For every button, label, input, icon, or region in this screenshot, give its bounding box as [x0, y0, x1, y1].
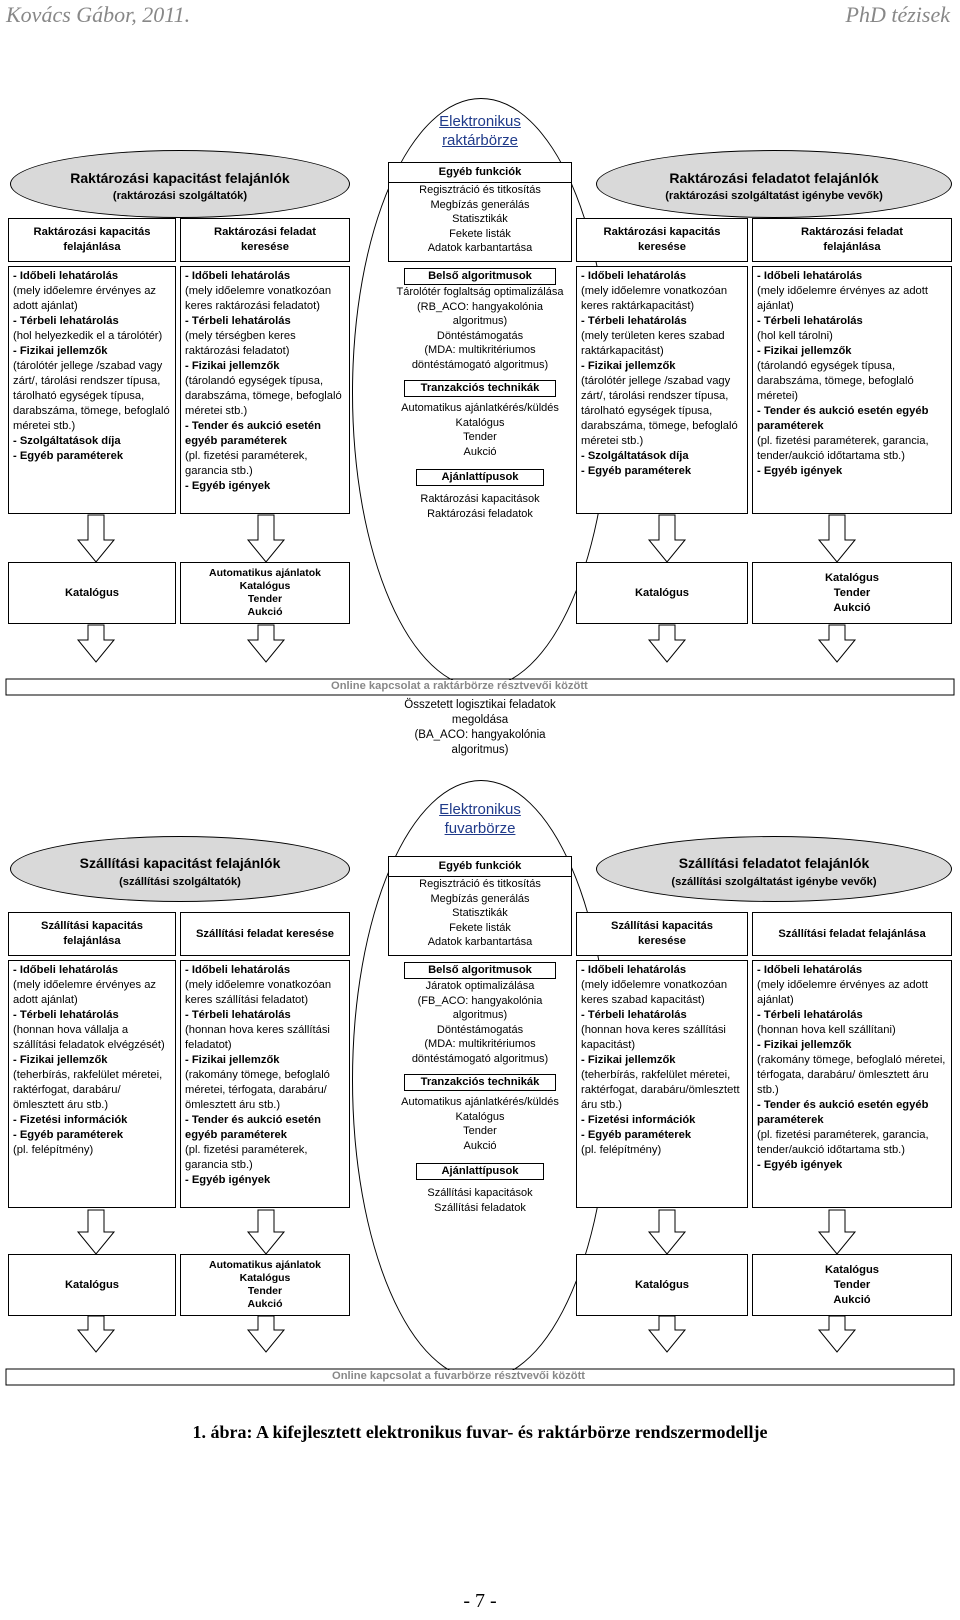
raktar-col3-list [581, 269, 743, 479]
fuvar-col3-list [581, 963, 743, 1158]
fuvar-col3-header: Szállítási kapacitás keresése [576, 912, 748, 956]
raktar-bottom-1: Katalógus [8, 562, 176, 624]
criteria-detail: (pl. fizetési paraméterek, garancia stb.) [185, 450, 308, 477]
raktar-ajanl-items: Raktározási kapacitások Raktározási feladatok [420, 493, 540, 520]
criteria-heading: - Szolgáltatások díja [13, 435, 121, 447]
criteria-heading: - Térbeli lehatárolás [757, 315, 863, 327]
criteria-heading: - Egyéb paraméterek [581, 1129, 692, 1141]
criteria-heading: - Tender és aukció esetén egyéb paraméterek [185, 420, 321, 447]
fuvar-col2-list [185, 963, 345, 1188]
criteria-detail: (tárolótér jellege /szabad vagy zárt/, tárolási rendszer típusa, tárolható egységek típusa, darabszáma, tömege, befoglaló méretei stb.) [13, 360, 170, 432]
criteria-detail: (mely időelemre vonatkozóan keres szabad kapacitást) [581, 979, 728, 1006]
criteria-heading: - Fizikai jellemzők [13, 1054, 108, 1066]
criteria-heading: - Fizikai jellemzők [757, 1039, 852, 1051]
arrow-raktar-b3 [649, 625, 685, 662]
criteria-detail: (hol kell tárolni) [757, 330, 833, 342]
criteria-detail: (pl. felépítmény) [13, 1144, 94, 1156]
fuvar-right-group-subtitle: (szállítási szolgáltatást igénybe vevők) [671, 876, 877, 888]
raktar-belso-items: Tárolótér foglaltság optimalizálása (RB_ACO: hangyakolónia algoritmus) Döntéstámogatás (MDA: multikritériumos döntéstámogató algoritmus) [396, 286, 564, 371]
header-doc-type: PhD tézisek [845, 2, 950, 27]
fuvar-ajanl-items: Szállítási kapacitások Szállítási feladatok [427, 1187, 533, 1214]
criteria-detail: (honnan hova vállalja a szállítási feladatok elvégzését) [13, 1024, 165, 1051]
fuvar-col3-box [576, 960, 748, 1208]
arrow-raktar-col2 [248, 515, 284, 562]
raktar-egyeb-title: Egyéb funkciók [389, 163, 571, 183]
criteria-detail: (mely területen keres szabad raktárkapacitást) [581, 330, 725, 357]
criteria-detail: (mely időelemre vonatkozóan keres raktárkapacitást) [581, 285, 728, 312]
fuvar-col2-box [180, 960, 350, 1208]
criteria-heading: - Időbeli lehatárolás [13, 964, 119, 976]
fuvar-bottom-1: Katalógus [8, 1254, 176, 1316]
criteria-detail: (tárolandó egységek típusa, darabszáma, tömege, befoglaló méretei) [757, 360, 914, 402]
fuvar-col1-list [13, 963, 171, 1158]
criteria-heading: - Időbeli lehatárolás [757, 964, 863, 976]
raktar-col1-list [13, 269, 171, 464]
arrow-fuvar-col3 [649, 1210, 685, 1254]
fuvar-egyeb-box [388, 856, 572, 956]
criteria-heading: - Időbeli lehatárolás [581, 964, 687, 976]
criteria-detail: (pl. fizetési paraméterek, garancia, tender/aukció időtartama stb.) [757, 435, 929, 462]
criteria-heading: - Fizikai jellemzők [185, 360, 280, 372]
raktar-col4-header: Raktározási feladat felajánlása [752, 218, 952, 262]
figure-caption: 1. ábra: A kifejlesztett elektronikus fuvar- és raktárbörze rendszermodellje [192, 1422, 768, 1442]
raktar-col2-header: Raktározási feladat keresése [180, 218, 350, 262]
raktar-ajanl-title: Ajánlattípusok [416, 469, 544, 486]
fuvar-right-group-title: Szállítási feladatot felajánlók [678, 855, 870, 871]
raktar-left-group-title: Raktározási kapacitást felajánlók [70, 170, 290, 186]
fuvar-hub-title: Elektronikus fuvarbörze [439, 801, 521, 837]
criteria-detail: (hol helyezkedik el a tárolótér) [13, 330, 163, 342]
fuvar-col4-header: Szállítási feladat felajánlása [752, 912, 952, 956]
criteria-heading: - Időbeli lehatárolás [757, 270, 863, 282]
raktar-right-group-subtitle: (raktározási szolgáltatást igénybe vevők) [665, 190, 883, 202]
arrow-raktar-b4 [819, 625, 855, 662]
criteria-heading: - Térbeli lehatárolás [185, 1009, 291, 1021]
fuvar-col2-header: Szállítási feladat keresése [180, 912, 350, 956]
raktar-online-label: Online kapcsolat a raktárbörze résztvevői között [331, 680, 588, 692]
criteria-heading: - Fizikai jellemzők [757, 345, 852, 357]
criteria-heading: - Időbeli lehatárolás [185, 270, 291, 282]
raktar-egyeb-box [388, 162, 572, 262]
criteria-heading: - Egyéb igények [185, 1174, 271, 1186]
criteria-heading: - Fizetési információk [581, 1114, 696, 1126]
fuvar-bottom-3: Katalógus [576, 1254, 748, 1316]
criteria-detail: (teherbírás, rakfelület méretei, raktérfogat, darabáru/ömlesztett áru stb.) [581, 1069, 740, 1111]
criteria-detail: (mely időelemre vonatkozóan keres szállítási feladatot) [185, 979, 332, 1006]
fuvar-tranz-items: Automatikus ajánlatkérés/küldés Katalógus Tender Aukció [401, 1096, 559, 1152]
raktar-bottom-3: Katalógus [576, 562, 748, 624]
criteria-detail: (honnan hova keres szállítási kapacitást) [581, 1024, 726, 1051]
criteria-detail: (mely térségben keres raktározási feladatot) [185, 330, 296, 357]
fuvar-egyeb-title: Egyéb funkciók [389, 857, 571, 877]
arrow-raktar-b2 [248, 625, 284, 662]
fuvar-center-stack [360, 962, 600, 1215]
criteria-detail: (pl. fizetési paraméterek, garancia, tender/aukció időtartama stb.) [757, 1129, 929, 1156]
raktar-tranz-items: Automatikus ajánlatkérés/küldés Katalógus Tender Aukció [401, 402, 559, 458]
fuvar-online-label: Online kapcsolat a fuvarbörze résztvevői között [332, 1370, 586, 1382]
raktar-col2-box [180, 266, 350, 514]
arrow-fuvar-col1 [78, 1210, 114, 1254]
criteria-heading: - Egyéb paraméterek [13, 450, 124, 462]
criteria-detail: (pl. felépítmény) [581, 1144, 662, 1156]
fuvar-belso-title: Belső algoritmusok [404, 962, 556, 979]
criteria-heading: - Fizikai jellemzők [581, 360, 676, 372]
criteria-heading: - Térbeli lehatárolás [581, 1009, 687, 1021]
criteria-detail: (mely időelemre érvényes az adott ajánlat) [757, 979, 928, 1006]
raktar-egyeb-items: Regisztráció és titkosítás Megbízás generálás Statisztikák Fekete listák Adatok karbantartása [419, 184, 541, 254]
criteria-heading: - Egyéb igények [757, 465, 843, 477]
arrow-fuvar-b1 [78, 1316, 114, 1352]
fuvar-egyeb-items: Regisztráció és titkosítás Megbízás generálás Statisztikák Fekete listák Adatok karbantartása [419, 878, 541, 948]
arrow-raktar-col1 [78, 515, 114, 562]
criteria-heading: - Fizikai jellemzők [581, 1054, 676, 1066]
criteria-heading: - Szolgáltatások díja [581, 450, 689, 462]
arrow-fuvar-b3 [649, 1316, 685, 1352]
criteria-detail: (tárolótér jellege /szabad vagy zárt/, tárolási rendszer típusa, tárolható egységek típusa, darabszáma, tömege, befoglaló méretei stb.) [581, 375, 738, 447]
fuvar-col4-box [752, 960, 952, 1208]
criteria-detail: (mely időelemre érvényes az adott ajánlat) [13, 979, 157, 1006]
arrow-fuvar-col4 [819, 1210, 855, 1254]
criteria-heading: - Térbeli lehatárolás [757, 1009, 863, 1021]
arrow-raktar-b1 [78, 625, 114, 662]
criteria-heading: - Egyéb paraméterek [581, 465, 692, 477]
raktar-col2-list [185, 269, 345, 494]
criteria-heading: - Fizikai jellemzők [13, 345, 108, 357]
criteria-heading: - Térbeli lehatárolás [13, 1009, 119, 1021]
criteria-detail: (mely időelemre érvényes az adott ajánlat) [757, 285, 928, 312]
raktar-tranz-title: Tranzakciós technikák [404, 380, 556, 397]
raktar-bottom-4: Katalógus Tender Aukció [752, 562, 952, 624]
page-number: - 7 - [463, 1590, 497, 1612]
criteria-heading: - Egyéb igények [185, 480, 271, 492]
criteria-heading: - Időbeli lehatárolás [13, 270, 119, 282]
arrow-fuvar-b4 [819, 1316, 855, 1352]
raktar-center-stack [360, 268, 600, 521]
raktar-bottom-2: Automatikus ajánlatok Katalógus Tender Aukció [180, 562, 350, 624]
fuvar-col1-header: Szállítási kapacitás felajánlása [8, 912, 176, 956]
raktar-col1-box [8, 266, 176, 514]
fuvar-ajanl-title: Ajánlattípusok [416, 1163, 544, 1180]
fuvar-belso-items: Járatok optimalizálása (FB_ACO: hangyakolónia algoritmus) Döntéstámogatás (MDA: multikritériumos döntéstámogató algoritmus) [411, 980, 549, 1065]
raktar-col4-box [752, 266, 952, 514]
criteria-heading: - Térbeli lehatárolás [13, 315, 119, 327]
header-author: Kovács Gábor, 2011. [6, 2, 191, 27]
criteria-heading: - Egyéb igények [757, 1159, 843, 1171]
arrow-raktar-col3 [649, 515, 685, 562]
raktar-hub-title: Elektronikus raktárbörze [439, 113, 521, 149]
criteria-detail: (mely időelemre vonatkozóan keres raktározási feladatot) [185, 285, 332, 312]
arrow-raktar-col4 [819, 515, 855, 562]
raktar-col3-box [576, 266, 748, 514]
fuvar-tranz-title: Tranzakciós technikák [404, 1074, 556, 1091]
criteria-heading: - Időbeli lehatárolás [185, 964, 291, 976]
criteria-heading: - Tender és aukció esetén egyéb paraméterek [757, 1099, 929, 1126]
criteria-heading: - Térbeli lehatárolás [581, 315, 687, 327]
criteria-heading: - Időbeli lehatárolás [581, 270, 687, 282]
raktar-col1-header: Raktározási kapacitás felajánlása [8, 218, 176, 262]
fuvar-left-group-title: Szállítási kapacitást felajánlók [79, 855, 281, 871]
raktar-belso-title: Belső algoritmusok [404, 268, 556, 285]
criteria-heading: - Tender és aukció esetén egyéb paraméterek [185, 1114, 321, 1141]
arrow-fuvar-col2 [248, 1210, 284, 1254]
criteria-detail: (rakomány tömege, befoglaló méretei, térfogata, darabáru/ ömlesztett áru stb.) [185, 1069, 330, 1111]
raktar-col4-list [757, 269, 947, 479]
criteria-detail: (tárolandó egységek típusa, darabszáma, tömege, befoglaló méretei stb.) [185, 375, 342, 417]
fuvar-col1-box [8, 960, 176, 1208]
raktar-right-group-title: Raktározási feladatot felajánlók [669, 170, 879, 186]
criteria-detail: (rakomány tömege, befoglaló méretei, térfogata, darabáru/ ömlesztett áru stb.) [757, 1054, 946, 1096]
criteria-heading: - Fizikai jellemzők [185, 1054, 280, 1066]
fuvar-bottom-2: Automatikus ajánlatok Katalógus Tender Aukció [180, 1254, 350, 1316]
criteria-heading: - Térbeli lehatárolás [185, 315, 291, 327]
criteria-detail: (honnan hova kell szállítani) [757, 1024, 896, 1036]
criteria-heading: - Fizetési információk [13, 1114, 128, 1126]
raktar-left-group-subtitle: (raktározási szolgáltatók) [112, 190, 248, 202]
arrow-fuvar-b2 [248, 1316, 284, 1352]
fuvar-bottom-4: Katalógus Tender Aukció [752, 1254, 952, 1316]
criteria-detail: (mely időelemre érvényes az adott ajánlat) [13, 285, 157, 312]
criteria-detail: (honnan hova keres szállítási feladatot) [185, 1024, 330, 1051]
fuvar-left-group-subtitle: (szállítási szolgáltatók) [119, 876, 241, 888]
criteria-detail: (teherbírás, rakfelület méretei, raktérfogat, darabáru/ömlesztett áru stb.) [13, 1069, 163, 1111]
criteria-heading: - Egyéb paraméterek [13, 1129, 124, 1141]
fuvar-col4-list [757, 963, 947, 1173]
middle-note: Összetett logisztikai feladatok megoldása (BA_ACO: hangyakolónia algoritmus) [404, 699, 556, 756]
criteria-detail: (pl. fizetési paraméterek, garancia stb.) [185, 1144, 308, 1171]
criteria-heading: - Tender és aukció esetén egyéb paraméterek [757, 405, 929, 432]
raktar-col3-header: Raktározási kapacitás keresése [576, 218, 748, 262]
